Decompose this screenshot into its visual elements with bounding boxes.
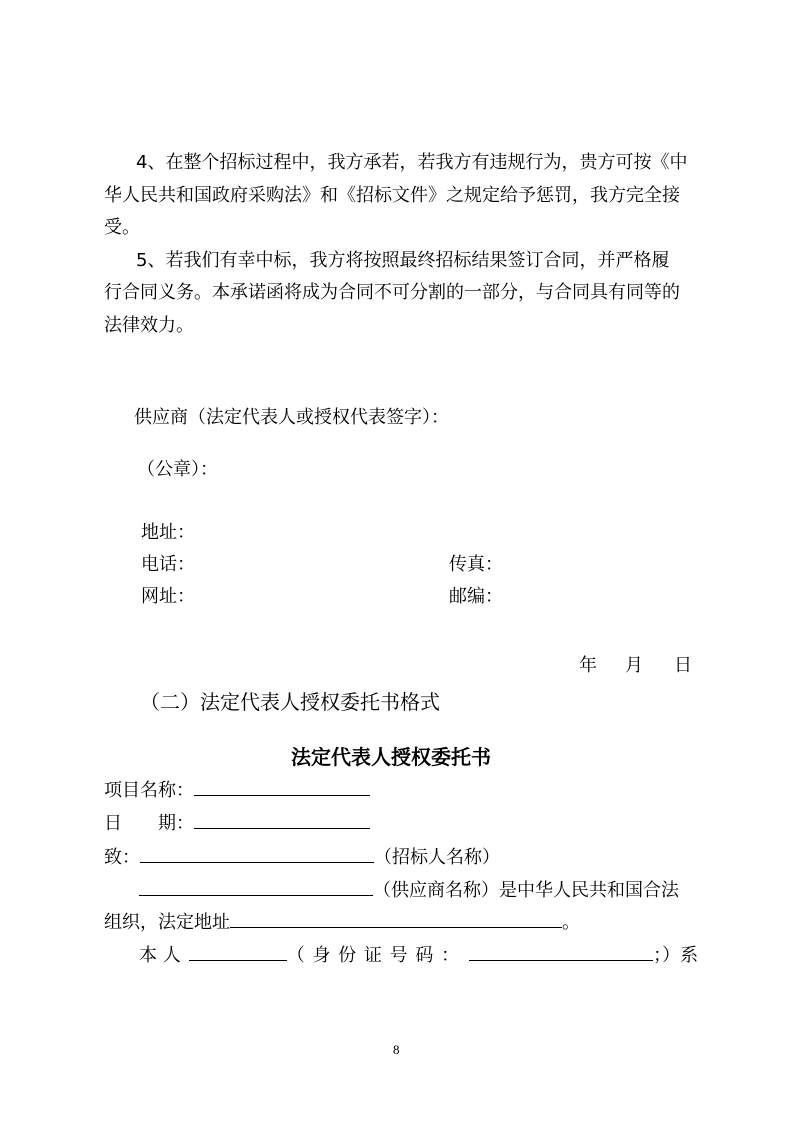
date-year: 年 <box>579 655 597 676</box>
website-label: 网址： <box>141 586 195 607</box>
org-address-period: 。 <box>562 912 580 933</box>
date-row <box>104 808 370 835</box>
tenderer-name-blank <box>140 842 374 863</box>
commitment-5-line-1: 5、若我们有幸中标，我方将按照最终招标结果签订合同，并严格履 <box>136 250 670 271</box>
date-month: 月 <box>625 655 643 676</box>
id-number-blank <box>469 940 653 961</box>
supplier-name-blank <box>139 875 373 896</box>
org-address-label: 组织，法定地址 <box>104 912 230 933</box>
id-label: （ 身 份 证 号 码 ： <box>286 945 460 966</box>
fax-label: 传真： <box>449 554 503 575</box>
date-day: 日 <box>674 655 692 676</box>
id-close: ；）系 <box>653 945 699 966</box>
date-label-second: 期： <box>158 813 194 834</box>
tenderer-name-hint: （招标人名称） <box>374 847 500 868</box>
address-label: 地址： <box>141 522 195 543</box>
section-heading: （二）法定代表人授权委托书格式 <box>140 690 440 714</box>
seal-label: （公章）： <box>137 459 218 480</box>
document-title: 法定代表人授权委托书 <box>291 745 491 769</box>
project-name-label: 项目名称： <box>104 780 194 801</box>
self-name-blank <box>189 940 287 961</box>
commitment-4-line-3: 受。 <box>104 217 140 238</box>
phone-label: 电话： <box>141 554 195 575</box>
date-label-first: 日 <box>104 813 122 834</box>
commitment-4-line-1: 4、在整个招标过程中，我方承若，若我方有违规行为，贵方可按《中 <box>136 152 688 173</box>
page-number: 8 <box>393 1042 400 1057</box>
self-label: 本 人 <box>139 945 181 966</box>
postcode-label: 邮编： <box>449 586 503 607</box>
commitment-5-line-3: 法律效力。 <box>104 315 194 336</box>
supplier-name-hint: （供应商名称）是中华人民共和国合法 <box>373 880 679 901</box>
project-name-blank <box>194 775 370 796</box>
org-address-row <box>104 907 580 934</box>
commitment-5-line-2: 行合同义务。本承诺函将成为合同不可分割的一部分，与合同具有同等的 <box>104 282 680 303</box>
to-row <box>104 842 500 869</box>
self-row <box>139 940 698 967</box>
org-address-blank <box>230 907 562 928</box>
supplier-signature-label: 供应商（法定代表人或授权代表签字）： <box>134 407 449 428</box>
to-label: 致： <box>104 847 140 868</box>
commitment-4-line-2: 华人民共和国政府采购法》和《招标文件》之规定给予惩罚，我方完全接 <box>104 185 680 206</box>
project-name-row <box>104 775 370 802</box>
date-blank <box>194 808 370 829</box>
supplier-row <box>139 875 679 902</box>
